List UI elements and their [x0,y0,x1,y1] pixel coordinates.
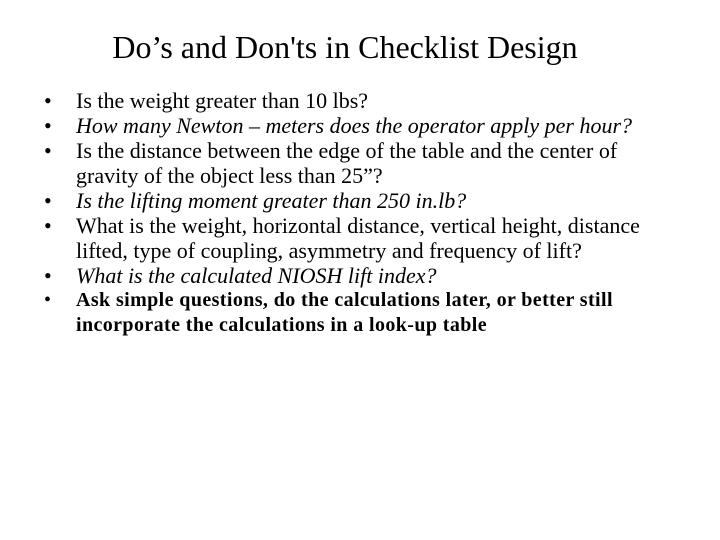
bullet-marker: • [44,213,52,238]
bullet-text: Is the distance between the edge of the table and the center of gravity of the object less than 25”? [76,138,618,188]
bullet-text: What is the weight, horizontal distance, vertical height, distance lifted, type of coupling, asymmetry and frequency of lift? [76,213,640,263]
bullet-marker: • [44,138,52,163]
bullet-marker: • [44,289,52,311]
bullet-marker: • [44,88,52,113]
bullet-marker: • [44,113,52,138]
bullet-text: How many Newton – meters does the operator apply per hour? [76,113,633,138]
bullet-item-distance [44,138,664,188]
bullet-marker: • [44,188,52,213]
bullet-item-lifting-moment [44,188,664,213]
bullet-item-lift-factors [44,213,664,263]
slide-title: Do’s and Don'ts in Checklist Design [112,29,578,65]
bullet-text: What is the calculated NIOSH lift index? [76,263,437,288]
bullet-item-niosh-index [44,263,664,288]
bullet-text: Ask simple questions, do the calculations later, or better still incorporate the calculations in a look-up table [76,289,613,336]
bullet-text: Is the lifting moment greater than 250 in.lb? [76,188,467,213]
bullet-item-recommendation [44,288,664,338]
bullet-list [44,88,664,338]
bullet-item-weight [44,88,664,113]
bullet-marker: • [44,263,52,288]
bullet-text: Is the weight greater than 10 lbs? [76,88,369,113]
bullet-item-newton-meters [44,113,664,138]
